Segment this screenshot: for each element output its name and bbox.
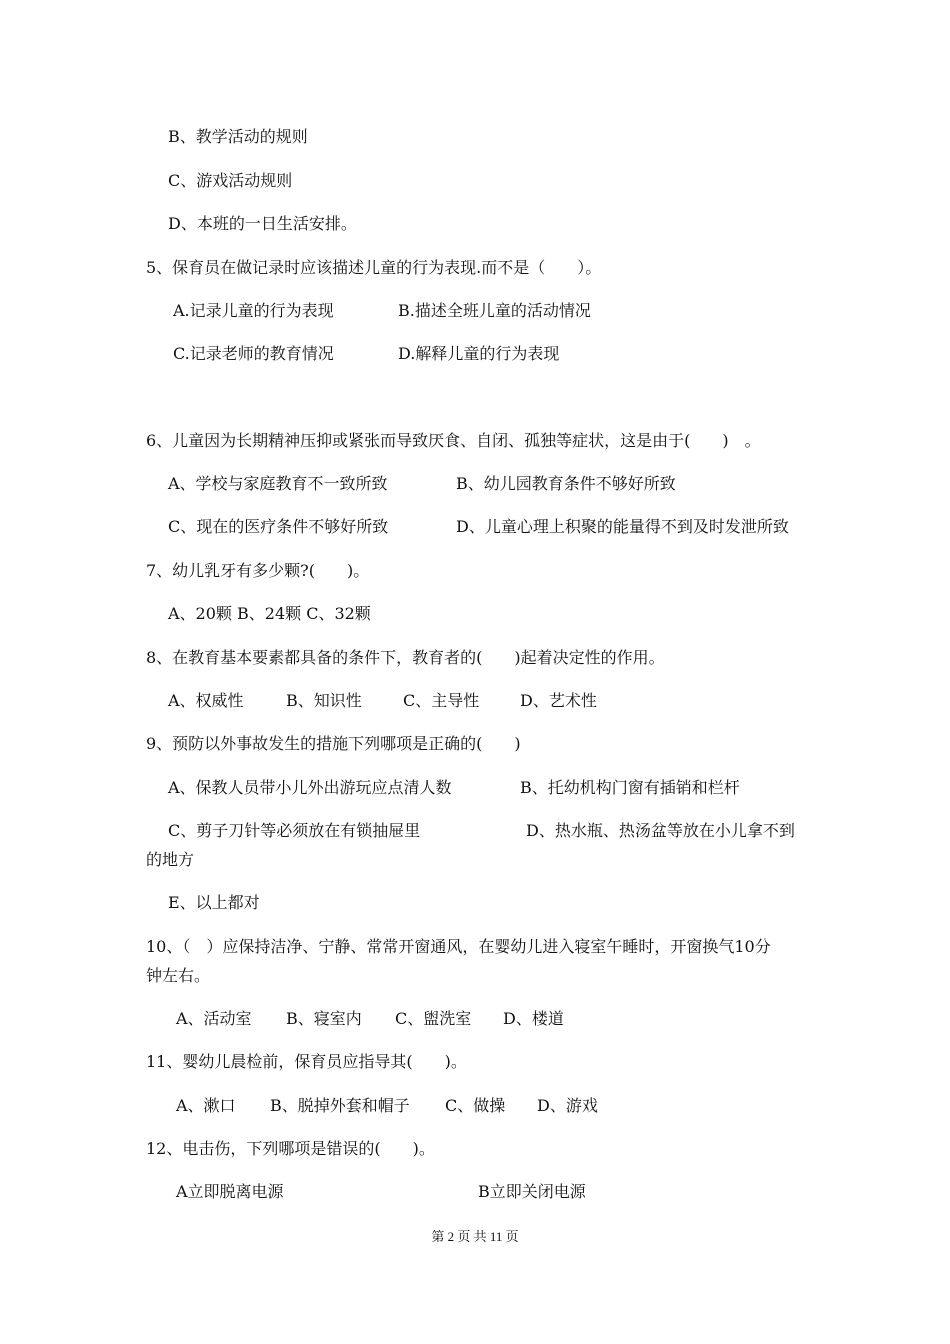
q8-option-a: A、权威性	[168, 691, 244, 710]
q9-option-b: B、托幼机构门窗有插销和栏杆	[520, 778, 740, 797]
q8-option-b: B、知识性	[286, 691, 362, 710]
q6-option-a: A、学校与家庭教育不一致所致	[168, 474, 388, 493]
q6-option-b: B、幼儿园教育条件不够好所致	[456, 474, 676, 493]
q9-option-a: A、保教人员带小儿外出游玩应点清人数	[168, 778, 452, 797]
q11-stem: 11、婴幼儿晨检前，保育员应指导其( )。	[146, 1052, 467, 1071]
q9-option-c: C、剪子刀针等必须放在有锁抽屉里	[168, 821, 421, 840]
q12-option-a: A立即脱离电源	[176, 1182, 284, 1201]
q11-option-c: C、做操	[445, 1096, 506, 1115]
q6-option-d: D、儿童心理上积聚的能量得不到及时发泄所致	[456, 517, 789, 536]
q7-options: A、20颗 B、24颗 C、32颗	[168, 604, 371, 623]
q7-stem: 7、幼儿乳牙有多少颗?( )。	[146, 561, 370, 580]
q4-option-d: D、本班的一日生活安排。	[168, 214, 357, 233]
page-number-footer: 第 2 页 共 11 页	[431, 1229, 519, 1244]
q8-option-c: C、主导性	[403, 691, 480, 710]
q11-option-d: D、游戏	[537, 1096, 598, 1115]
q5-stem: 5、保育员在做记录时应该描述儿童的行为表现.而不是（ ）。	[146, 258, 602, 277]
q10-option-c: C、盥洗室	[395, 1009, 472, 1028]
q6-stem: 6、儿童因为长期精神压抑或紧张而导致厌食、自闭、孤独等症状，这是由于( ) 。	[146, 431, 761, 450]
q11-option-b: B、脱掉外套和帽子	[270, 1096, 410, 1115]
q10-option-a: A、活动室	[176, 1009, 252, 1028]
q10-stem-line2: 钟左右。	[146, 966, 211, 985]
q4-option-b: B、教学活动的规则	[168, 127, 308, 146]
q10-option-d: D、楼道	[503, 1009, 564, 1028]
q9-option-e: E、以上都对	[168, 893, 260, 912]
q11-option-a: A、漱口	[176, 1096, 236, 1115]
q5-option-a: A.记录儿童的行为表现	[173, 301, 334, 320]
q6-option-c: C、现在的医疗条件不够好所致	[168, 517, 389, 536]
q4-option-c: C、游戏活动规则	[168, 171, 293, 190]
q12-option-b: B立即关闭电源	[478, 1182, 586, 1201]
q8-option-d: D、艺术性	[520, 691, 597, 710]
q12-stem: 12、电击伤，下列哪项是错误的( )。	[146, 1139, 435, 1158]
q5-option-d: D.解释儿童的行为表现	[398, 344, 560, 363]
q10-option-b: B、寝室内	[286, 1009, 362, 1028]
q9-stem: 9、预防以外事故发生的措施下列哪项是正确的( )	[146, 734, 521, 753]
q5-option-c: C.记录老师的教育情况	[173, 344, 334, 363]
q8-stem: 8、在教育基本要素都具备的条件下，教育者的( )起着决定性的作用。	[146, 648, 665, 667]
q9-option-d-line2: 的地方	[146, 850, 195, 869]
q9-option-d-line1: D、热水瓶、热汤盆等放在小儿拿不到	[526, 821, 795, 840]
q5-option-b: B.描述全班儿童的活动情况	[398, 301, 591, 320]
q10-stem-line1: 10、（ ）应保持洁净、宁静、常常开窗通风，在婴幼儿进入寝室午睡时，开窗换气10分	[146, 937, 771, 956]
